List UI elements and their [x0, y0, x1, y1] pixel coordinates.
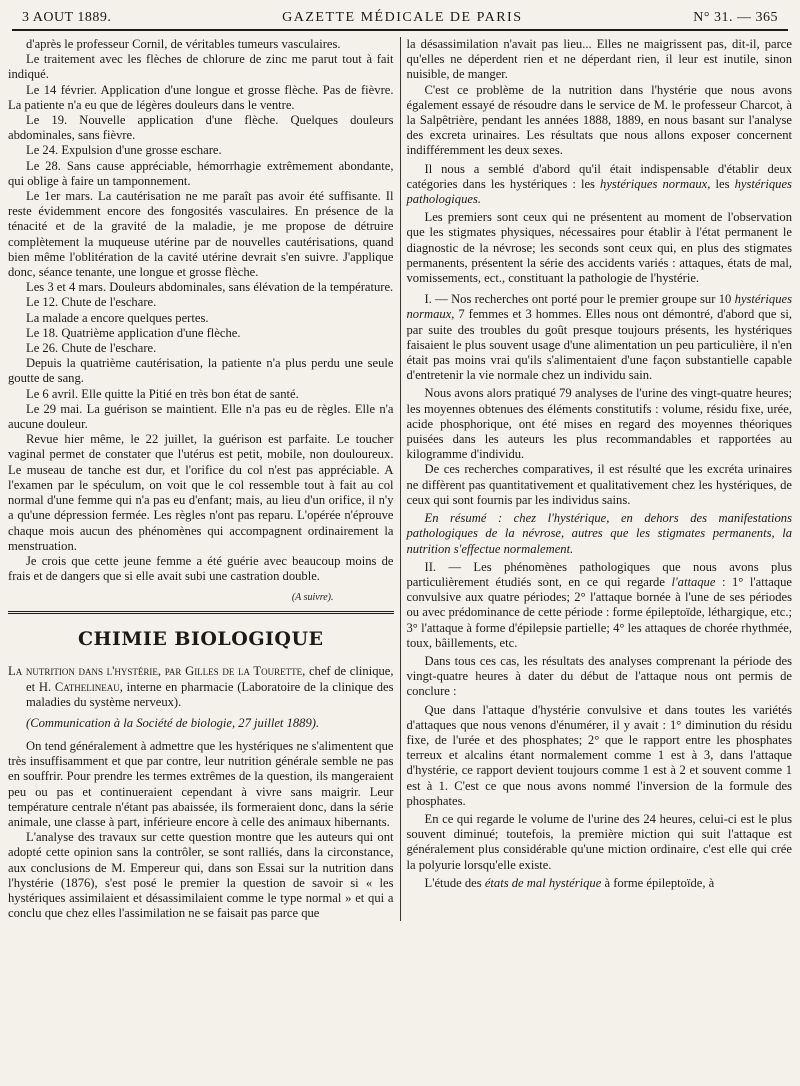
- paragraph: Le 14 février. Application d'une longue et grosse flèche. Pas de fièvre. La patiente n'a eu que de légères douleurs dans le ventre.: [8, 82, 394, 112]
- communication-note: (Communication à la Société de biologie, 27 juillet 1889).: [26, 715, 320, 730]
- paragraph: Depuis la quatrième cautérisation, la patiente n'a plus perdu une seule goutte de sang.: [8, 356, 394, 386]
- paragraph: Le 19. Nouvelle application d'une flèche. Quelques douleurs abdominales, sans fièvre.: [8, 113, 394, 143]
- article-byline: [8, 664, 394, 710]
- paragraph: Le traitement avec les flèches de chlorure de zinc me parut tout à fait indiqué.: [8, 52, 394, 82]
- paragraph: Le 12. Chute de l'eschare.: [26, 295, 157, 310]
- paragraph: Le 18. Quatrième application d'une flèche.: [26, 325, 241, 340]
- section-divider: [8, 611, 394, 614]
- paragraph: la désassimilation n'avait pas lieu... Elles ne maigrissent pas, dit-il, parce qu'elles ne déperdent rien et ne déperdant rien, il leur est inutile, sinon nuisible, de manger.: [406, 37, 792, 82]
- paragraph: [407, 560, 793, 651]
- paragraph: Les 3 et 4 mars. Douleurs abdominales, sans élévation de la température.: [26, 280, 394, 295]
- left-column: [8, 37, 401, 921]
- page-header: [8, 10, 792, 26]
- italic-term: hystériques normaux,: [600, 176, 711, 191]
- paragraph: Le 24. Expulsion d'une grosse eschare.: [26, 143, 222, 158]
- paragraph: En ce qui regarde le volume de l'urine des 24 heures, celui-ci est le plus souvent diminué; toutefois, la première miction qui suit l'attaque est généralement plus considérable qu'une miction ordinaire, c'est elle qui crée la polyurie lorsqu'elle existe.: [406, 811, 792, 872]
- byline-text: interne en pharmacie (Laboratoire de la clinique des maladies du système nerveux).: [26, 679, 394, 709]
- italic-term: hystériques normaux,: [406, 292, 793, 322]
- text: L'étude des: [424, 875, 482, 890]
- issue-date: 3 AOUT 1889.: [22, 10, 112, 25]
- italic-term: états de mal hystérique: [484, 875, 602, 890]
- paragraph: Dans tous ces cas, les résultats des analyses comprenant la période des vingt-quatre heures à dater du début de l'attaque nous ont permis de conclure :: [406, 653, 792, 699]
- text: à forme épileptoïde, à: [604, 875, 715, 890]
- article-title: La nutrition dans l'hystérie, par: [8, 664, 182, 679]
- paragraph: De ces recherches comparatives, il est résulté que les excréta urinaires ne diffèrent pas quantitativement et qualitativement chez les hystériques, de ceux qui sont fournis par les individus sains.: [406, 462, 792, 507]
- byline-text: chef de clinique, et: [26, 664, 394, 694]
- paragraph: Le 6 avril. Elle quitte la Pitié en très bon état de santé.: [26, 386, 299, 401]
- text: : 1° l'attaque convulsive aux quatre périodes; 2° l'attaque bornée à l'une de ses périodes ou avec prédominance de cette période : forme épileptoïde, léthargique, etc.; 3° l'attaque à forme d'épilepsie partielle; 4° les attaques de chorée rhythmée, toux, bâillements, etc.: [406, 574, 792, 650]
- paragraph: d'après le professeur Cornil, de véritables tumeurs vasculaires.: [26, 37, 341, 51]
- paragraph: Je crois que cette jeune femme a été guérie avec beaucoup moins de frais et de dangers que si elle avait subi une castration double.: [8, 553, 394, 584]
- text: II. — Les phénomènes pathologiques que nous avons plus particulièrement étudiés sont, en ce qui regarde: [406, 559, 792, 589]
- paragraph: Revue hier même, le 22 juillet, la guérison est parfaite. Le toucher vaginal permet de constater que l'utérus est petit, mobile, non douloureux. Le museau de tanche est dur, et l'orifice du col n'est pas appréciable. A l'examen par le spéculum, on voit que le col ressemble tout à fait au col normal d'une femme qui n'a pas eu d'enfant; mais, au lieu d'un orifice, il n'y a qu'une dépression fermée. Les règles n'ont pas reparu. L'opérée n'éprouve chaque mois aucun des phénomènes qui accompagnent ordinairement la menstruation.: [8, 432, 394, 553]
- journal-title: GAZETTE MÉDICALE DE PARIS: [282, 10, 523, 25]
- author-name: Gilles de la Tourette,: [185, 664, 306, 679]
- header-rule: [12, 29, 788, 31]
- section-title: CHIMIE BIOLOGIQUE: [77, 628, 324, 651]
- summary-paragraph: En résumé : chez l'hystérique, en dehors des manifestations pathologiques de la névrose, autres que les stigmates permanents, la nutrition s'effectue normalement.: [406, 511, 792, 556]
- paragraph: Le 29 mai. La guérison se maintient. Elle n'a pas eu de règles. Elle n'a aucune douleur.: [8, 401, 394, 432]
- issue-page-number: N° 31. — 365: [693, 10, 778, 25]
- paragraph: Le 26. Chute de l'eschare.: [26, 341, 157, 356]
- paragraph: Le 1er mars. La cautérisation ne me paraît pas avoir été suffisante. Il reste évidemment encore des fongosités vasculaires. En présence de la ténacité et de la gravité de la maladie, je me propose de détruire complètement la muqueuse utérine par de nouvelles cautérisations, quand bien même l'oblitération de la cavité utérine devrait s'en suivre. J'applique donc, séance tenante, une longue et grosse flèche.: [8, 189, 394, 280]
- paragraph: C'est ce problème de la nutrition dans l'hystérie que nous avons également essayé de résoudre dans le service de M. le professeur Charcot, à la Salpêtrière, pendant les années 1888, 1889, en nous basant sur l'analyse des excreta urinaires. Les résultats que nous allons exposer concernent indifféremment les deux sexes.: [406, 82, 792, 158]
- paragraph: On tend généralement à admettre que les hystériques ne s'alimentent que très insuffisamment et que par contre, leur nutrition générale semble ne pas en souffrir. Pour prendre les termes extrêmes de la question, ils mangeraient peu ou pas et continueraient cependant à vivre sans maigrir. Leur température centrale n'étant pas abaissée, ils formeraient donc, dans la série animale, une classe à part, inférieure encore à celle des animaux hibernants.: [8, 738, 394, 829]
- paragraph: Que dans l'attaque d'hystérie convulsive et dans toutes les variétés d'attaques que nous venons d'énumérer, il y avait : 1° diminution du résidu fixe, de l'urée et des phosphates; 2° que le rapport entre les phosphates terreux et alcalins étant normalement comme 1 est à 3, dans l'attaque d'hystérie, ce rapport devient toujours comme 1 est à 2 et souvent comme 1 est à 1. C'est ce que nous avons nommé l'inversion de la formule des phosphates.: [406, 702, 792, 808]
- text: Il nous a semblé d'abord qu'il était indispensable d'établir deux catégories dans les hystériques : les: [406, 161, 792, 191]
- paragraph: [407, 876, 793, 891]
- paragraph: [407, 162, 793, 208]
- italic-term: hystériques pathologiques.: [406, 176, 792, 207]
- paragraph: L'analyse des travaux sur cette question montre que les auteurs qui ont adopté cette opinion sans la contrôler, se sont ralliés, dans la circonstance, aux conclusions de M. Empereur qui, dans son Essai sur la nutrition dans l'hystérie (1876), s'est posé le premier la question de savoir si « les hystériques assimilaient et désassimilaient comme le type normal » et qui a conclu que chez elles l'assimilation ne se faisait pas parce que: [8, 830, 394, 921]
- author-name: H. Cathelineau,: [38, 679, 123, 694]
- text: I. — Nos recherches ont porté pour le premier groupe sur 10: [424, 292, 732, 307]
- paragraph: [407, 292, 793, 383]
- right-column: [407, 37, 793, 921]
- paragraph: Les premiers sont ceux qui ne présentent au moment de l'observation que les stigmates physiques, nécessaires pour établir à l'état permanent le diagnostic de la névrose; les seconds sont ceux qui, en plus des stigmates permanents, présentent la série des accidents variés : attaques, états de mal, vomissements, ect., constituant la pathologie de l'hystérie.: [406, 210, 792, 286]
- paragraph: Le 28. Sans cause appréciable, hémorrhagie extrêmement abondante, qui oblige à faire un tamponnement.: [8, 158, 394, 188]
- text: 7 femmes et 3 hommes. Elles nous ont démontré, d'abord que si, par suite des troubles du goût presque toujours présents, les hystériques faisaient le plus souvent usage d'une alimentation un peu particulière, il n'en était pas moins vrai qu'ils s'alimentaient d'une façon substantielle capable d'entretenir la vie normale chez un individu sain.: [406, 307, 792, 383]
- paragraph: La malade a encore quelques pertes.: [26, 310, 209, 325]
- paragraph: Nous avons alors pratiqué 79 analyses de l'urine des vingt-quatre heures; les moyennes obtenues des éléments constitutifs : volume, résidu fixe, urée, acide phosphorique, ont été mises en regard des moyennes théoriques puisées dans les auteurs les plus recommandables et rapportées au kilogramme d'individu.: [406, 386, 792, 462]
- to-be-continued-note: (A suivre).: [291, 592, 334, 604]
- text: les: [715, 176, 730, 191]
- italic-term: l'attaque: [671, 574, 716, 589]
